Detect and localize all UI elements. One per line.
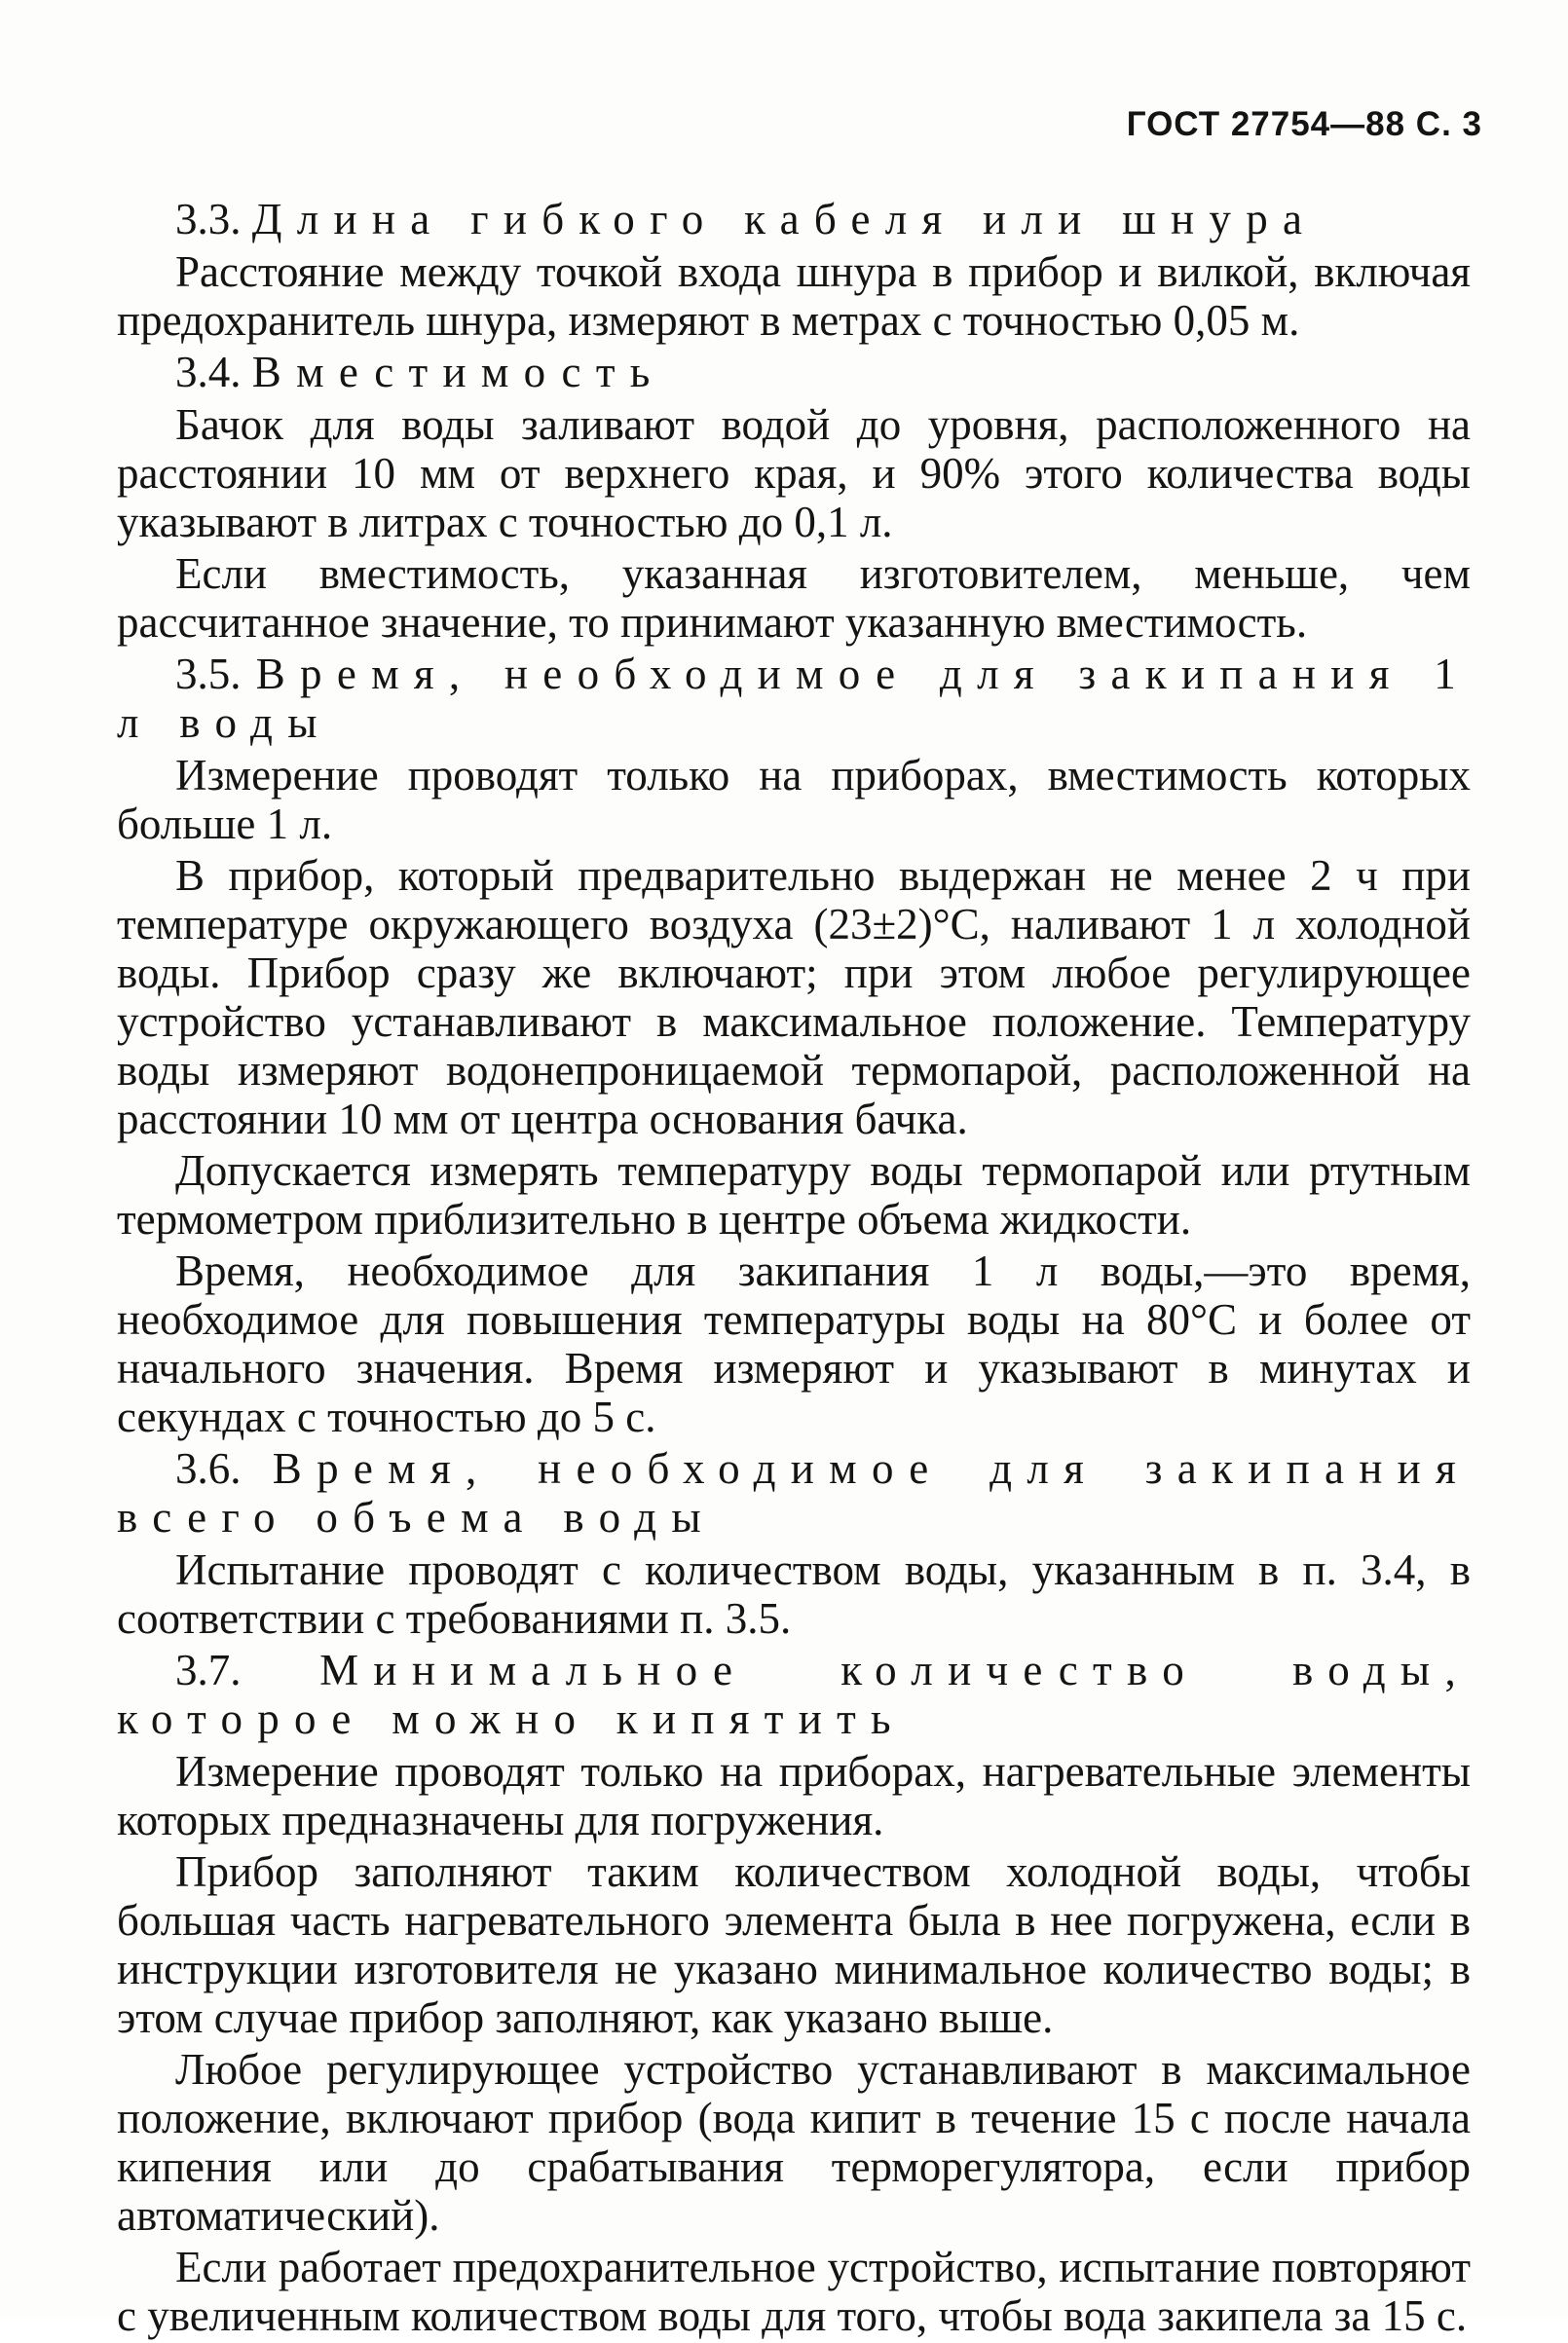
- section-number: 3.6.: [175, 1444, 242, 1493]
- section-3-7: [117, 1646, 1471, 2340]
- section-3-4: [117, 348, 1471, 647]
- section-number: 3.4.: [175, 348, 242, 396]
- section-title: Время, необходимое для закипания всего объема воды: [117, 1444, 1471, 1542]
- section-title: Вместимость: [251, 348, 665, 396]
- section-heading: [117, 195, 1471, 243]
- section-heading: [117, 1444, 1471, 1542]
- paragraph: Если работает предохранительное устройство, испытание повторяют с увеличенным количеством воды для того, чтобы вода закипела за 15 с.: [117, 2243, 1471, 2340]
- section-heading: [117, 1646, 1471, 1743]
- section-3-5: [117, 650, 1471, 1441]
- document-body: [117, 195, 1471, 2343]
- paragraph: В прибор, который предварительно выдержан не менее 2 ч при температуре окружающего воздуха (23±2)°С, наливают 1 л холодной воды. Прибор сразу же включают; при этом любое регулирующее устройство устанавливают в максимальное положение. Температуру воды измеряют водонепроницаемой термопарой, расположенной на расстоянии 10 мм от центра основания бачка.: [117, 851, 1471, 1143]
- paragraph: Если вместимость, указанная изготовителем, меньше, чем рассчитанное значение, то принимают указанную вместимость.: [117, 549, 1471, 647]
- paragraph: Прибор заполняют таким количеством холодной воды, чтобы большая часть нагревательного элемента была в нее погружена, если в инструкции изготовителя не указано минимальное количество воды; в этом случае прибор заполняют, как указано выше.: [117, 1847, 1471, 2042]
- section-number: 3.7.: [175, 1646, 242, 1694]
- section-number: 3.3.: [175, 195, 242, 243]
- paragraph: Допускается измерять температуру воды термопарой или ртутным термометром приблизительно в центре объема жидкости.: [117, 1146, 1471, 1244]
- paragraph: Расстояние между точкой входа шнура в прибор и вилкой, включая предохранитель шнура, измеряют в метрах с точностью 0,05 м.: [117, 247, 1471, 345]
- section-title: Минимальное количество воды, которое можно кипятить: [117, 1646, 1471, 1743]
- section-title: Длина гибкого кабеля или шнура: [251, 195, 1318, 243]
- section-3-6: [117, 1444, 1471, 1643]
- page-header: ГОСТ 27754—88 С. 3: [1126, 105, 1482, 143]
- paragraph: Время, необходимое для закипания 1 л воды,—это время, необходимое для повышения температуры воды на 80°С и более от начального значения. Время измеряют и указывают в минутах и секундах с точностью до 5 с.: [117, 1246, 1471, 1441]
- section-heading: [117, 348, 1471, 396]
- paragraph: Бачок для воды заливают водой до уровня, расположенного на расстоянии 10 мм от верхнего края, и 90% этого количества воды указывают в литрах с точностью до 0,1 л.: [117, 400, 1471, 546]
- paragraph: Любое регулирующее устройство устанавливают в максимальное положение, включают прибор (вода кипит в течение 15 с после начала кипения или до срабатывания терморегулятора, если прибор автоматический).: [117, 2045, 1471, 2240]
- section-3-3: [117, 195, 1471, 345]
- paragraph: Измерение проводят только на приборах, нагревательные элементы которых предназначены для погружения.: [117, 1747, 1471, 1844]
- paragraph: Измерение проводят только на приборах, вместимость которых больше 1 л.: [117, 751, 1471, 848]
- paragraph: Испытание проводят с количеством воды, указанным в п. 3.4, в соответствии с требованиями п. 3.5.: [117, 1545, 1471, 1643]
- section-number: 3.5.: [175, 650, 242, 698]
- section-heading: [117, 650, 1471, 747]
- section-title: Время, необходимое для закипания 1 л воды: [117, 650, 1471, 747]
